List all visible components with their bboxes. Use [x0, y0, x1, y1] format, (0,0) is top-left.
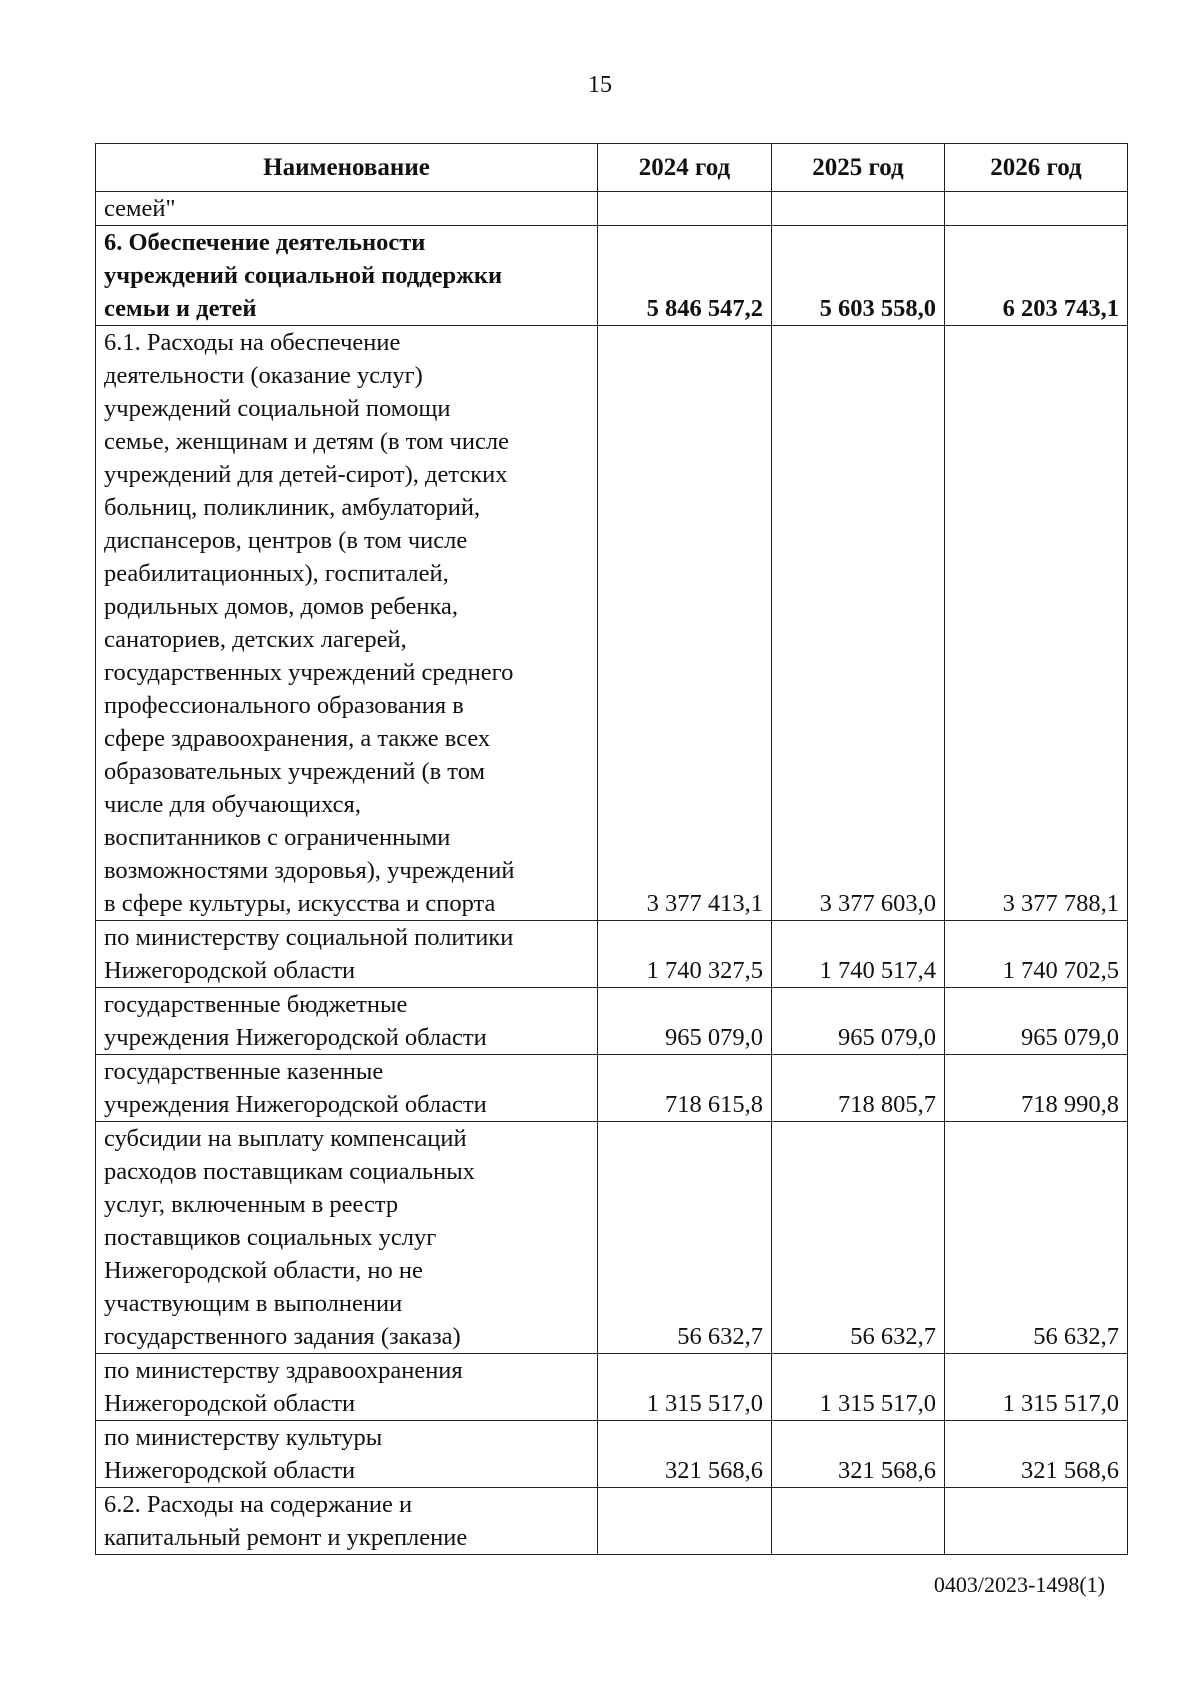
- row-name: субсидии на выплату компенсаций расходов поставщикам социальных услуг, включенным в реестр поставщиков социальных услуг Нижегородской области, но не участвующим в выполнении государственного задания (заказа): [96, 1122, 598, 1354]
- row-value-2026: 1 315 517,0: [945, 1354, 1128, 1421]
- row-value-2025: 56 632,7: [772, 1122, 945, 1354]
- row-value-2024: 965 079,0: [598, 988, 772, 1055]
- row-value-2025: [772, 192, 945, 226]
- table-row: [96, 226, 1128, 326]
- row-value-2024: 5 846 547,2: [598, 226, 772, 326]
- row-name: государственные бюджетные учреждения Нижегородской области: [96, 988, 598, 1055]
- row-value-2026: 718 990,8: [945, 1055, 1128, 1122]
- row-value-2024: [598, 192, 772, 226]
- row-value-2025: 5 603 558,0: [772, 226, 945, 326]
- row-name: 6.1. Расходы на обеспечение деятельности (оказание услуг) учреждений социальной помощи семье, женщинам и детям (в том числе учреждений для детей-сирот), детских больниц, поликлиник, амбулаторий, диспансеров, центров (в том числе реабилитационных), госпиталей, родильных домов, домов ребенка, санаториев, детских лагерей, государственных учреждений среднего профессионального образования в сфере здравоохранения, а также всех образовательных учреждений (в том числе для обучающихся, воспитанников с ограниченными возможностями здоровья), учреждений в сфере культуры, искусства и спорта: [96, 326, 598, 921]
- row-name: по министерству социальной политики Нижегородской области: [96, 921, 598, 988]
- row-value-2026: 6 203 743,1: [945, 226, 1128, 326]
- row-value-2024: 3 377 413,1: [598, 326, 772, 921]
- row-value-2026: 965 079,0: [945, 988, 1128, 1055]
- row-value-2026: 56 632,7: [945, 1122, 1128, 1354]
- table-row: [96, 1421, 1128, 1488]
- row-value-2025: 1 315 517,0: [772, 1354, 945, 1421]
- document-code: 0403/2023-1498(1): [933, 1572, 1105, 1597]
- row-value-2025: 718 805,7: [772, 1055, 945, 1122]
- row-name: 6.2. Расходы на содержание и капитальный ремонт и укрепление: [96, 1488, 598, 1555]
- row-value-2026: [945, 192, 1128, 226]
- row-value-2025: 3 377 603,0: [772, 326, 945, 921]
- row-value-2026: 1 740 702,5: [945, 921, 1128, 988]
- table-row: [96, 1122, 1128, 1354]
- row-name: семей": [96, 192, 598, 226]
- row-value-2024: [598, 1488, 772, 1555]
- row-name: 6. Обеспечение деятельности учреждений социальной поддержки семьи и детей: [96, 226, 598, 326]
- table-row: [96, 192, 1128, 226]
- budget-table: [95, 143, 1128, 1555]
- row-value-2025: 965 079,0: [772, 988, 945, 1055]
- table-row: [96, 988, 1128, 1055]
- row-name: по министерству здравоохранения Нижегородской области: [96, 1354, 598, 1421]
- row-value-2026: [945, 1488, 1128, 1555]
- page-number: 15: [588, 72, 612, 98]
- row-value-2025: 1 740 517,4: [772, 921, 945, 988]
- row-value-2025: 321 568,6: [772, 1421, 945, 1488]
- header-2026: 2026 год: [945, 144, 1128, 192]
- header-name: Наименование: [96, 144, 598, 192]
- header-2024: 2024 год: [598, 144, 772, 192]
- table-row: [96, 1488, 1128, 1555]
- table-row: [96, 1354, 1128, 1421]
- row-value-2024: 718 615,8: [598, 1055, 772, 1122]
- table-row: [96, 1055, 1128, 1122]
- header-2025: 2025 год: [772, 144, 945, 192]
- row-value-2026: 3 377 788,1: [945, 326, 1128, 921]
- row-name: государственные казенные учреждения Нижегородской области: [96, 1055, 598, 1122]
- table-header-row: [96, 144, 1128, 192]
- row-value-2024: 321 568,6: [598, 1421, 772, 1488]
- row-name: по министерству культуры Нижегородской области: [96, 1421, 598, 1488]
- table-row: [96, 921, 1128, 988]
- row-value-2024: 1 740 327,5: [598, 921, 772, 988]
- row-value-2026: 321 568,6: [945, 1421, 1128, 1488]
- row-value-2024: 1 315 517,0: [598, 1354, 772, 1421]
- row-value-2025: [772, 1488, 945, 1555]
- table-row: [96, 326, 1128, 921]
- row-value-2024: 56 632,7: [598, 1122, 772, 1354]
